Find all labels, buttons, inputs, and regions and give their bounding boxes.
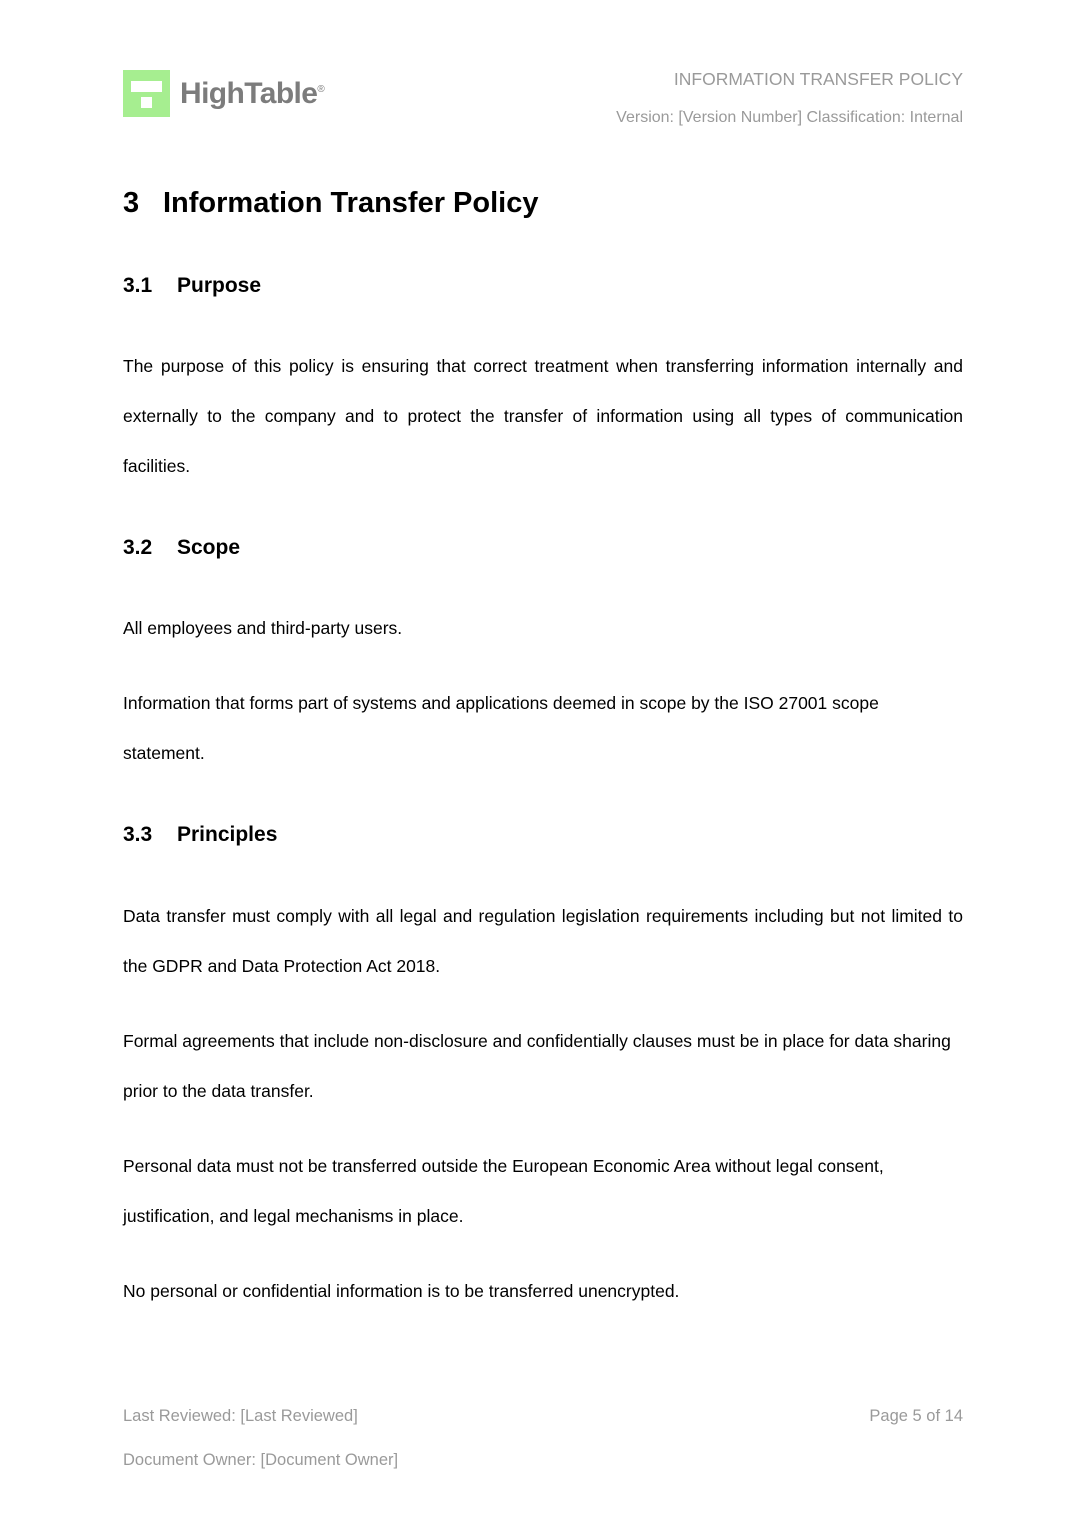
paragraph: Information that forms part of systems and applications deemed in scope by the ISO 27001 scope statement. (123, 693, 879, 764)
section-number: 3.1 (123, 273, 153, 297)
paragraph: No personal or confidential information is to be transferred unencrypted. (123, 1280, 680, 1301)
table-leg-shape (141, 97, 152, 108)
footer-row-top (123, 1402, 963, 1430)
hightable-table-icon (123, 70, 170, 117)
section-heading-principles (123, 822, 963, 848)
spacer (123, 491, 963, 535)
spacer (123, 991, 963, 1016)
footer-last-reviewed: Last Reviewed: [Last Reviewed] (123, 1407, 358, 1425)
section-number: 3.2 (123, 536, 153, 560)
spacer (123, 1241, 963, 1266)
page-header (123, 62, 963, 152)
header-version-classification: Version: [Version Number] Classification: Internal (616, 109, 963, 126)
spacer (123, 1116, 963, 1141)
spacer (123, 849, 963, 891)
page-title-number: 3 (123, 187, 140, 219)
paragraph: The purpose of this policy is ensuring that correct treatment when transferring information internally and externally to the company and to protect the transfer of information using all types of communication facilities. (123, 356, 963, 477)
registered-trademark-icon: ® (317, 83, 325, 95)
page-title (123, 186, 963, 221)
section-heading-purpose (123, 273, 963, 299)
spacer (123, 653, 963, 678)
section-title: Scope (177, 536, 241, 560)
spacer (123, 221, 963, 273)
header-meta (616, 62, 963, 133)
paragraph: Data transfer must comply with all legal and regulation legislation requirements including but not limited to the GDPR and Data Protection Act 2018. (123, 905, 963, 976)
spacer (123, 561, 963, 603)
hightable-logo (123, 70, 325, 117)
section-heading-scope (123, 535, 963, 561)
section-title: Purpose (177, 273, 262, 297)
page-footer (123, 1402, 963, 1474)
spacer (123, 778, 963, 822)
page-title-text: Information Transfer Policy (163, 187, 539, 219)
spacer (123, 299, 963, 341)
footer-row-bottom (123, 1446, 963, 1474)
footer-document-owner: Document Owner: [Document Owner] (123, 1451, 399, 1469)
footer-page-number: Page 5 of 14 (869, 1407, 963, 1425)
paragraph: Formal agreements that include non-disclosure and confidentially clauses must be in place for data sharing prior to the data transfer. (123, 1030, 951, 1101)
table-top-shape (131, 81, 162, 92)
paragraph: All employees and third-party users. (123, 618, 403, 639)
section-number: 3.3 (123, 823, 153, 847)
document-body (123, 186, 963, 1316)
section-title: Principles (177, 823, 278, 847)
header-policy-title: INFORMATION TRANSFER POLICY (673, 69, 963, 89)
brand-wordmark (180, 76, 325, 110)
brand-name: HighTable (180, 76, 318, 110)
paragraph: Personal data must not be transferred outside the European Economic Area without legal consent, justification, and legal mechanisms in place. (123, 1155, 884, 1226)
